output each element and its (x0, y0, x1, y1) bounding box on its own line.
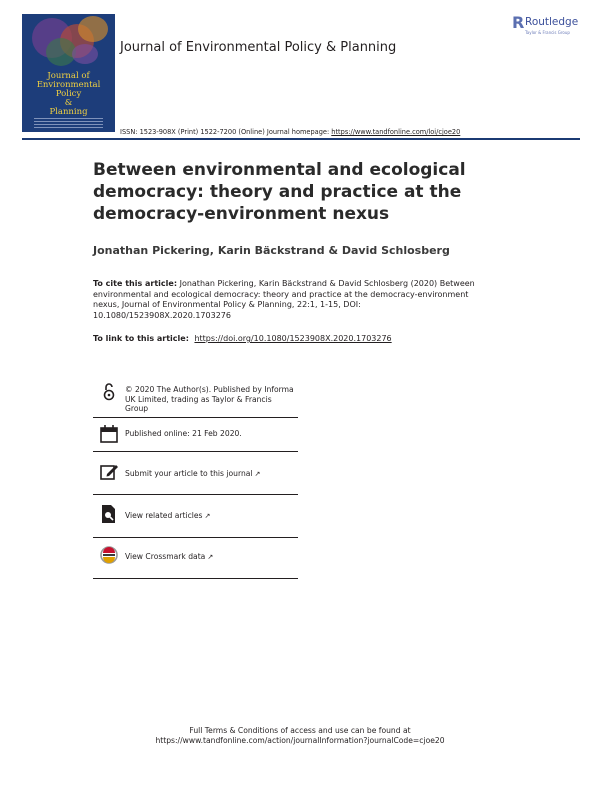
related-row[interactable] (93, 504, 298, 528)
journal-homepage-link[interactable]: https://www.tandfonline.com/loi/cjoe20 (331, 128, 461, 136)
external-link-icon: ↗ (254, 470, 261, 478)
publisher-logo (512, 14, 592, 44)
publisher-name: Routledge (525, 16, 579, 28)
header-rule (22, 138, 580, 140)
doi-link[interactable]: https://doi.org/10.1080/1523908X.2020.1703276 (194, 334, 392, 343)
submit-edit-icon (99, 462, 119, 482)
open-access-icon (99, 382, 119, 402)
footer (0, 726, 600, 746)
article-title: Between environmental and ecological democracy: theory and practice at the democracy-environment nexus (93, 160, 466, 224)
issn-text: ISSN: 1523-908X (Print) 1522-7200 (Online) Journal homepage: (120, 128, 330, 136)
link-label: To link to this article: (93, 334, 189, 343)
external-link-icon: ↗ (207, 553, 214, 561)
submit-article-link[interactable]: Submit your article to this journal ↗ (125, 469, 261, 478)
crossmark-icon (99, 545, 119, 565)
journal-cover-image (22, 14, 115, 132)
routledge-r-icon: R (512, 13, 525, 32)
crossmark-link[interactable]: View Crossmark data ↗ (125, 552, 214, 561)
separator (93, 417, 298, 418)
separator (93, 537, 298, 538)
publisher-subtitle: Taylor & Francis Group (525, 30, 570, 35)
separator (93, 494, 298, 495)
open-access-row (93, 382, 298, 418)
related-articles-link[interactable]: View related articles ↗ (125, 511, 211, 520)
citation-text: Jonathan Pickering, Karin Bäckstrand & David Schlosberg (2020) Between environmental and ecological democracy: theory and practice at the democracy-environment nexus, Journal of Environmental Policy & Planning, 22:1, 1-15, DOI: 10.1080/1523908X.2020.1703276 (93, 279, 475, 320)
citation-label: To cite this article: (93, 279, 178, 288)
separator (93, 578, 298, 579)
related-articles-icon (99, 504, 119, 524)
published-row (93, 424, 298, 450)
article-authors: Jonathan Pickering, Karin Bäckstrand & David Schlosberg (93, 244, 450, 257)
footer-terms-text: Full Terms & Conditions of access and use can be found at (189, 726, 411, 735)
published-date: Published online: 21 Feb 2020. (125, 429, 242, 438)
cover-title: Journal of Environmental Policy & Planning (36, 71, 101, 117)
external-link-icon: ↗ (204, 512, 211, 520)
footer-terms-link[interactable]: https://www.tandfonline.com/action/journalInformation?journalCode=cjoe20 (155, 736, 445, 745)
crossmark-row[interactable] (93, 545, 298, 567)
calendar-icon (99, 424, 119, 444)
open-access-text: © 2020 The Author(s). Published by Informa UK Limited, trading as Taylor & Francis Group (125, 385, 294, 414)
journal-title: Journal of Environmental Policy & Planning (120, 40, 397, 55)
issn-line (120, 128, 460, 136)
citation-block (93, 279, 493, 321)
submit-row[interactable] (93, 462, 298, 484)
separator (93, 451, 298, 452)
doi-link-block (93, 334, 392, 343)
